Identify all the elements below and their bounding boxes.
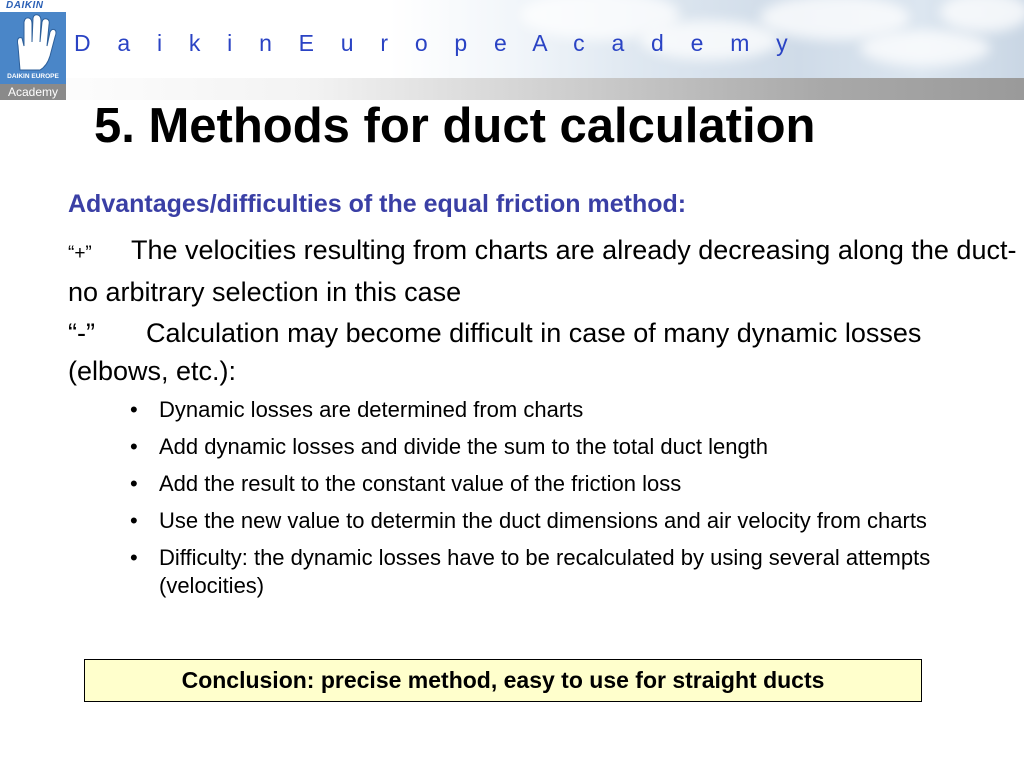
difficulty-point: [68, 314, 1018, 390]
list-item: • Add dynamic losses and divide the sum to the total duct length: [130, 434, 769, 459]
logo-brand: DAIKIN: [6, 0, 44, 11]
minus-sign: “-”: [68, 318, 95, 348]
plus-sign: “+”: [68, 243, 92, 264]
advantage-text: The velocities resulting from charts are already decreasing along the duct- no arbitrary selection in this case: [68, 235, 1017, 307]
list-item: • Add the result to the constant value of the friction loss: [130, 471, 682, 496]
bullet-icon: •: [130, 545, 138, 570]
bullet-icon: •: [130, 434, 138, 459]
bullet-icon: •: [130, 471, 138, 496]
header-banner: [0, 0, 1024, 78]
slide-title: 5. Methods for duct calculation: [94, 99, 816, 153]
logo-academy: Academy: [0, 84, 66, 100]
bullet-icon: •: [130, 508, 138, 533]
list-item: • Difficulty: the dynamic losses have to be recalculated by using several attempts (velocities): [130, 545, 931, 598]
header-title: D a i k i n E u r o p e A c a d e m y: [74, 30, 798, 56]
advantage-point: [68, 231, 1018, 311]
difficulty-text: Calculation may become difficult in case of many dynamic losses (elbows, etc.):: [68, 318, 922, 386]
hand-icon: [0, 12, 66, 74]
conclusion-box: Conclusion: precise method, easy to use for straight ducts: [84, 659, 922, 702]
slide-subtitle: Advantages/difficulties of the equal friction method:: [68, 190, 687, 218]
bullet-list: [128, 396, 1008, 609]
daikin-logo: [0, 0, 66, 100]
list-item: • Use the new value to determin the duct dimensions and air velocity from charts: [130, 508, 927, 533]
list-item: • Dynamic losses are determined from charts: [130, 397, 584, 422]
bullet-icon: •: [130, 397, 138, 422]
logo-label: DAIKIN EUROPE: [7, 73, 59, 80]
tagline: Learning, our way: [885, 157, 1000, 173]
